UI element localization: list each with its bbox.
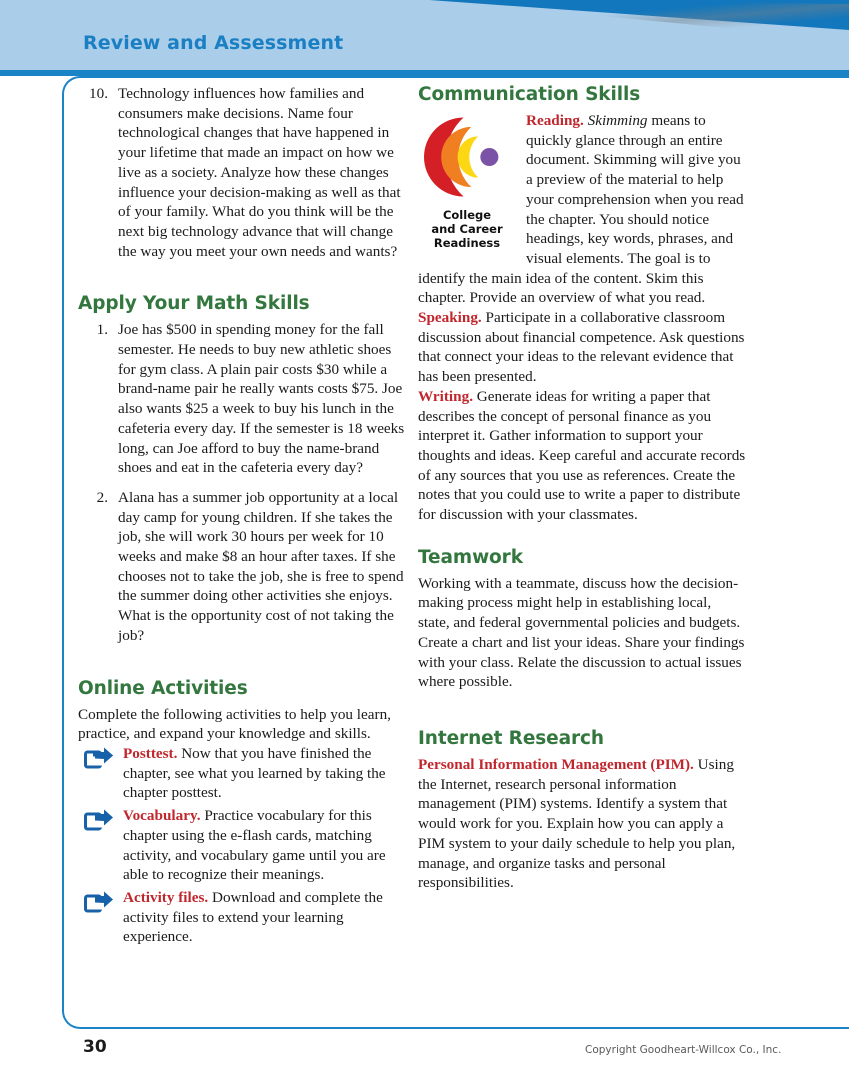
heading-online-activities: Online Activities — [78, 677, 248, 699]
list-item-posttest[interactable] — [78, 744, 408, 803]
activity-lead: Vocabulary. — [123, 807, 201, 825]
online-activities-intro: Complete the following activities to help you learn, practice, and expand your knowledge and skills. — [78, 705, 391, 743]
reading-lead: Reading. — [526, 112, 584, 129]
list-item-activity-files[interactable] — [78, 888, 408, 947]
share-arrow-icon — [84, 808, 114, 832]
spacer — [418, 692, 746, 714]
speaking-lead: Speaking. — [418, 309, 482, 327]
review-questions-list — [78, 84, 408, 261]
heading-communication-skills: Communication Skills — [418, 84, 641, 105]
online-activities-list — [78, 744, 408, 947]
communication-skills-body — [418, 111, 746, 308]
list-item-vocabulary[interactable] — [78, 806, 408, 885]
question-text: Technology influences how families and consumers make decisions. Name four technological changes that have happened in your lifetime that made an impact on how we live as a society. Analyze how these changes influence your decision-making as well as that of your family. What do you think will be the next big technology advance that will change the way you meet your own needs and wants? — [118, 85, 401, 260]
heading-internet-research: Internet Research — [418, 727, 604, 749]
ccr-caption — [418, 208, 516, 250]
spacer — [418, 714, 746, 728]
writing-paragraph — [418, 387, 746, 525]
share-arrow-icon — [84, 746, 114, 770]
writing-lead: Writing. — [418, 387, 473, 405]
page-number: 30 — [83, 1037, 107, 1057]
banner-diagonal-shadow — [419, 0, 849, 40]
reading-body: means to quickly glance through an entire document. Skimming will give you a preview of the material to help your comprehension when you read the chapter. You should notice headings, key words, phrases, and visual elements. The goal is to identify the main idea of the content. Skim this chapter. Provide an overview of what you read. — [418, 112, 744, 307]
activity-body: Download and complete the activity files to extend your learning experience. — [123, 888, 383, 946]
question-number: 10. — [89, 85, 108, 102]
spacer — [418, 525, 746, 547]
copyright-notice: Copyright Goodheart-Willcox Co., Inc. — [585, 1044, 782, 1056]
ccr-arcs-logo-icon — [418, 114, 516, 205]
activity-text — [123, 806, 408, 885]
internet-research-lead: Personal Information Management (PIM). — [418, 755, 694, 773]
math-item-number: 2. — [96, 488, 108, 506]
internet-research-text — [418, 755, 746, 893]
ccr-caption-line-3: Readiness — [433, 236, 501, 250]
heading-apply-your-math-skills: Apply Your Math Skills — [78, 293, 310, 315]
math-skills-list — [78, 320, 408, 645]
math-item-number: 1. — [96, 321, 108, 339]
speaking-paragraph — [418, 308, 746, 387]
ccr-caption-line-1: College — [442, 208, 492, 222]
spacer — [78, 271, 408, 293]
list-item-question-10 — [78, 84, 408, 261]
content-columns — [0, 76, 849, 1029]
math-item-text: Alana has a summer job opportunity at a local day camp for young children. If she takes the job, she will work 30 hours per week for 10 weeks and make $8 an hour after taxes. If she chooses not to take the job, she is free to spend the summer doing other activities she enjoys. What is the opportunity cost of not taking the job? — [118, 488, 404, 644]
college-and-career-readiness-badge — [418, 114, 516, 250]
activity-lead: Posttest. — [123, 744, 178, 762]
list-item-math-1 — [78, 320, 408, 478]
ccr-caption-line-2: and Career — [431, 222, 503, 236]
heading-teamwork: Teamwork — [418, 546, 523, 568]
spacer — [78, 656, 408, 678]
teamwork-text: Working with a teammate, discuss how the decision-making process might help in establishing local, state, and federal governmental policies and budgets. Create a chart and list your ideas. Share your findings with your class. Relate the discussion to actual issues where possible. — [418, 574, 745, 691]
share-arrow-icon — [84, 890, 114, 914]
activity-text — [123, 888, 408, 947]
activity-lead: Activity files. — [123, 888, 209, 906]
math-item-text: Joe has $500 in spending money for the fall semester. He needs to buy new athletic shoes for gym class. A plain pair costs $30 while a brand-name pair he really wants costs $75. Joe also wants $25 a week to buy his lunch in the cafeteria every day. If the semester is 18 weeks long, can Joe afford to buy the name-brand shoes and eat in the cafeteria every day? — [118, 321, 405, 477]
left-column — [78, 84, 408, 950]
writing-body: Generate ideas for writing a paper that describes the concept of personal finance as you interpret it. Gather information to support your thoughts and ideas. Keep careful and accurate records of any sources that you use as references. Create the notes that you could use to write a paper to distribute for discussion with your classmates. — [418, 387, 746, 524]
skimming-term: Skimming — [587, 112, 648, 129]
activity-body: Practice vocabulary for this chapter using the e-flash cards, matching activity, and vocabulary game until you are able to recognize their meanings. — [123, 807, 386, 884]
right-column — [418, 84, 746, 893]
activity-body: Now that you have finished the chapter, see what you learned by taking the chapter posttest. — [123, 744, 386, 802]
page-title: Review and Assessment — [83, 32, 344, 54]
activity-text — [123, 744, 408, 803]
list-item-math-2 — [78, 488, 408, 646]
speaking-body: Participate in a collaborative classroom discussion about financial competence. Ask questions that connect your ideas to the relevant evidence that has been presented. — [418, 309, 745, 386]
internet-research-body: Using the Internet, research personal information management (PIM) systems. Identify a system that would work for you. Explain how you can apply a PIM system to your daily schedule to help you plan, manage, and organize tasks and personal responsibilities. — [418, 755, 736, 892]
